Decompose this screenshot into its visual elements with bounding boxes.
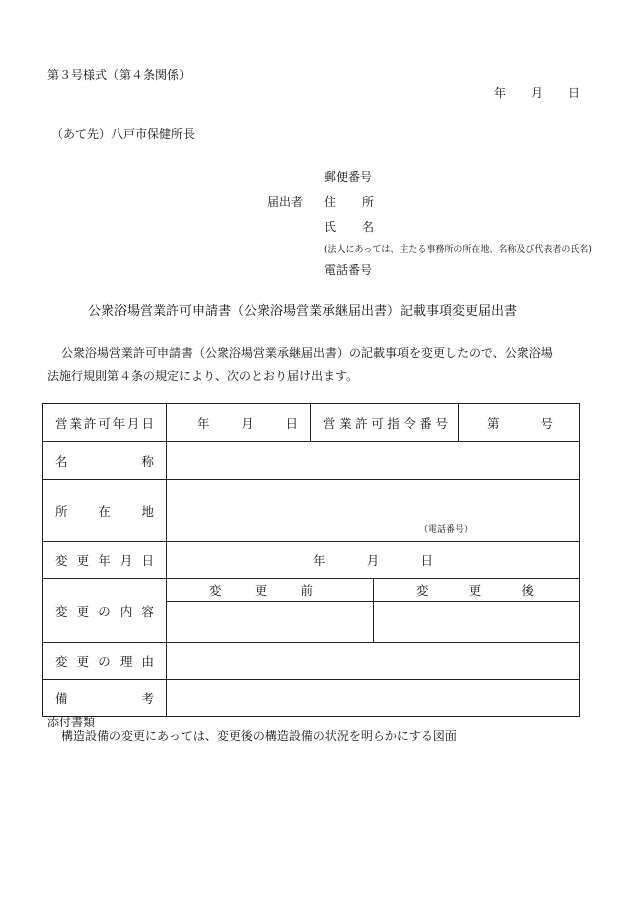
label-char: 指 xyxy=(387,415,400,431)
label-char: 内 xyxy=(119,603,133,619)
label-char: 理 xyxy=(119,654,133,669)
label-char: 変 xyxy=(416,583,429,598)
label-char: 令 xyxy=(403,415,416,431)
number-suffix: 号 xyxy=(540,415,553,431)
location-row-value[interactable] xyxy=(167,480,580,542)
label-char: 営 xyxy=(323,415,336,431)
label-char: 業 xyxy=(339,415,352,431)
location-row-label xyxy=(43,480,167,542)
address-label-char: 所 xyxy=(361,195,374,209)
label-char: 変 xyxy=(55,553,68,568)
label-char: 更 xyxy=(76,603,90,619)
address-label-char: 住 xyxy=(324,195,337,209)
label-char: 変 xyxy=(209,583,222,598)
before-value[interactable] xyxy=(167,602,374,643)
label-char: 可 xyxy=(371,415,384,431)
body-text-line-2: 法施行規則第４条の規定により、次のとおり届け出ます。 xyxy=(47,369,359,383)
label-char: 更 xyxy=(468,583,482,598)
addressee: （あて先）八戸市保健所長 xyxy=(51,127,196,141)
remarks-value[interactable] xyxy=(167,680,580,717)
permit-date-label xyxy=(43,404,167,442)
label-char: 後 xyxy=(521,583,534,598)
date-line xyxy=(494,87,580,99)
label-char: 年 xyxy=(112,415,126,431)
date-month: 月 xyxy=(530,86,543,100)
year-char: 年 xyxy=(313,553,326,568)
change-content-label xyxy=(43,579,167,643)
label-char: の xyxy=(98,654,111,669)
label-char: 変 xyxy=(55,654,68,669)
remarks-label xyxy=(43,680,167,717)
attachments-heading: 添付書類 xyxy=(47,715,96,729)
label-char: 許 xyxy=(355,415,368,431)
day-char: 日 xyxy=(285,415,298,431)
name-label-char: 名 xyxy=(361,220,374,234)
body-text-line-1: 公衆浴場営業許可申請書（公衆浴場営業承継届出書）の記載事項を変更したので、公衆浴場 xyxy=(61,346,553,360)
document-title: 公衆浴場営業許可申請書（公衆浴場営業承継届出書）記載事項変更届出書 xyxy=(88,304,518,319)
after-value[interactable] xyxy=(374,602,580,643)
day-char: 日 xyxy=(420,553,433,568)
name-label xyxy=(324,221,374,233)
label-char: 年 xyxy=(98,553,111,568)
application-table xyxy=(42,403,580,717)
change-reason-value[interactable] xyxy=(167,643,580,680)
label-char: 可 xyxy=(98,415,111,431)
before-header xyxy=(167,579,374,602)
label-char: 所 xyxy=(55,503,68,519)
label-char: 考 xyxy=(141,691,154,706)
name-label-char: 氏 xyxy=(324,220,337,234)
month-char: 月 xyxy=(366,553,380,568)
number-prefix: 第 xyxy=(487,415,500,431)
label-char: 日 xyxy=(141,415,154,431)
permit-date-value[interactable] xyxy=(167,404,311,442)
label-char: 更 xyxy=(254,583,268,598)
permit-number-label xyxy=(311,404,459,442)
name-row-value[interactable] xyxy=(167,442,580,480)
label-char: 営 xyxy=(55,415,68,431)
label-char: 月 xyxy=(119,553,133,568)
label-char: 地 xyxy=(141,503,154,519)
date-year: 年 xyxy=(494,86,507,100)
label-char: 変 xyxy=(55,603,68,619)
month-char: 月 xyxy=(241,415,254,431)
address-label xyxy=(324,196,374,208)
label-char: 備 xyxy=(55,691,68,706)
label-char: 許 xyxy=(83,415,97,431)
label-char: 容 xyxy=(141,603,154,619)
label-char: 業 xyxy=(69,415,82,431)
label-char: 由 xyxy=(141,654,154,669)
label-char: 号 xyxy=(435,415,448,431)
label-char: 日 xyxy=(141,553,154,568)
label-char: 称 xyxy=(141,453,154,469)
attachments-item: 構造設備の変更にあっては、変更後の構造設備の状況を明らかにする図面 xyxy=(61,729,457,743)
after-header xyxy=(374,579,580,602)
postal-code-label: 郵便番号 xyxy=(324,170,373,184)
applicant-label: 届出者 xyxy=(267,195,304,209)
label-char: 更 xyxy=(76,553,90,568)
location-phone-label: （電話番号） xyxy=(418,525,473,535)
form-number: 第３号様式（第４条関係） xyxy=(47,68,192,82)
change-date-label xyxy=(43,542,167,579)
change-date-value[interactable] xyxy=(167,542,580,579)
change-reason-label xyxy=(43,643,167,680)
name-row-label xyxy=(43,442,167,480)
label-char: の xyxy=(98,603,111,619)
label-char: 更 xyxy=(76,654,90,669)
label-char: 番 xyxy=(419,415,432,431)
date-day: 日 xyxy=(567,86,580,100)
label-char: 月 xyxy=(127,415,140,431)
label-char: 在 xyxy=(98,503,111,519)
label-char: 名 xyxy=(55,453,68,469)
permit-number-value[interactable] xyxy=(459,404,580,442)
phone-label: 電話番号 xyxy=(324,263,373,277)
label-char: 前 xyxy=(300,583,313,598)
year-char: 年 xyxy=(197,415,210,431)
corporation-note: (法人にあっては、主たる事務所の所在地、名称及び代表者の氏名) xyxy=(324,245,592,255)
